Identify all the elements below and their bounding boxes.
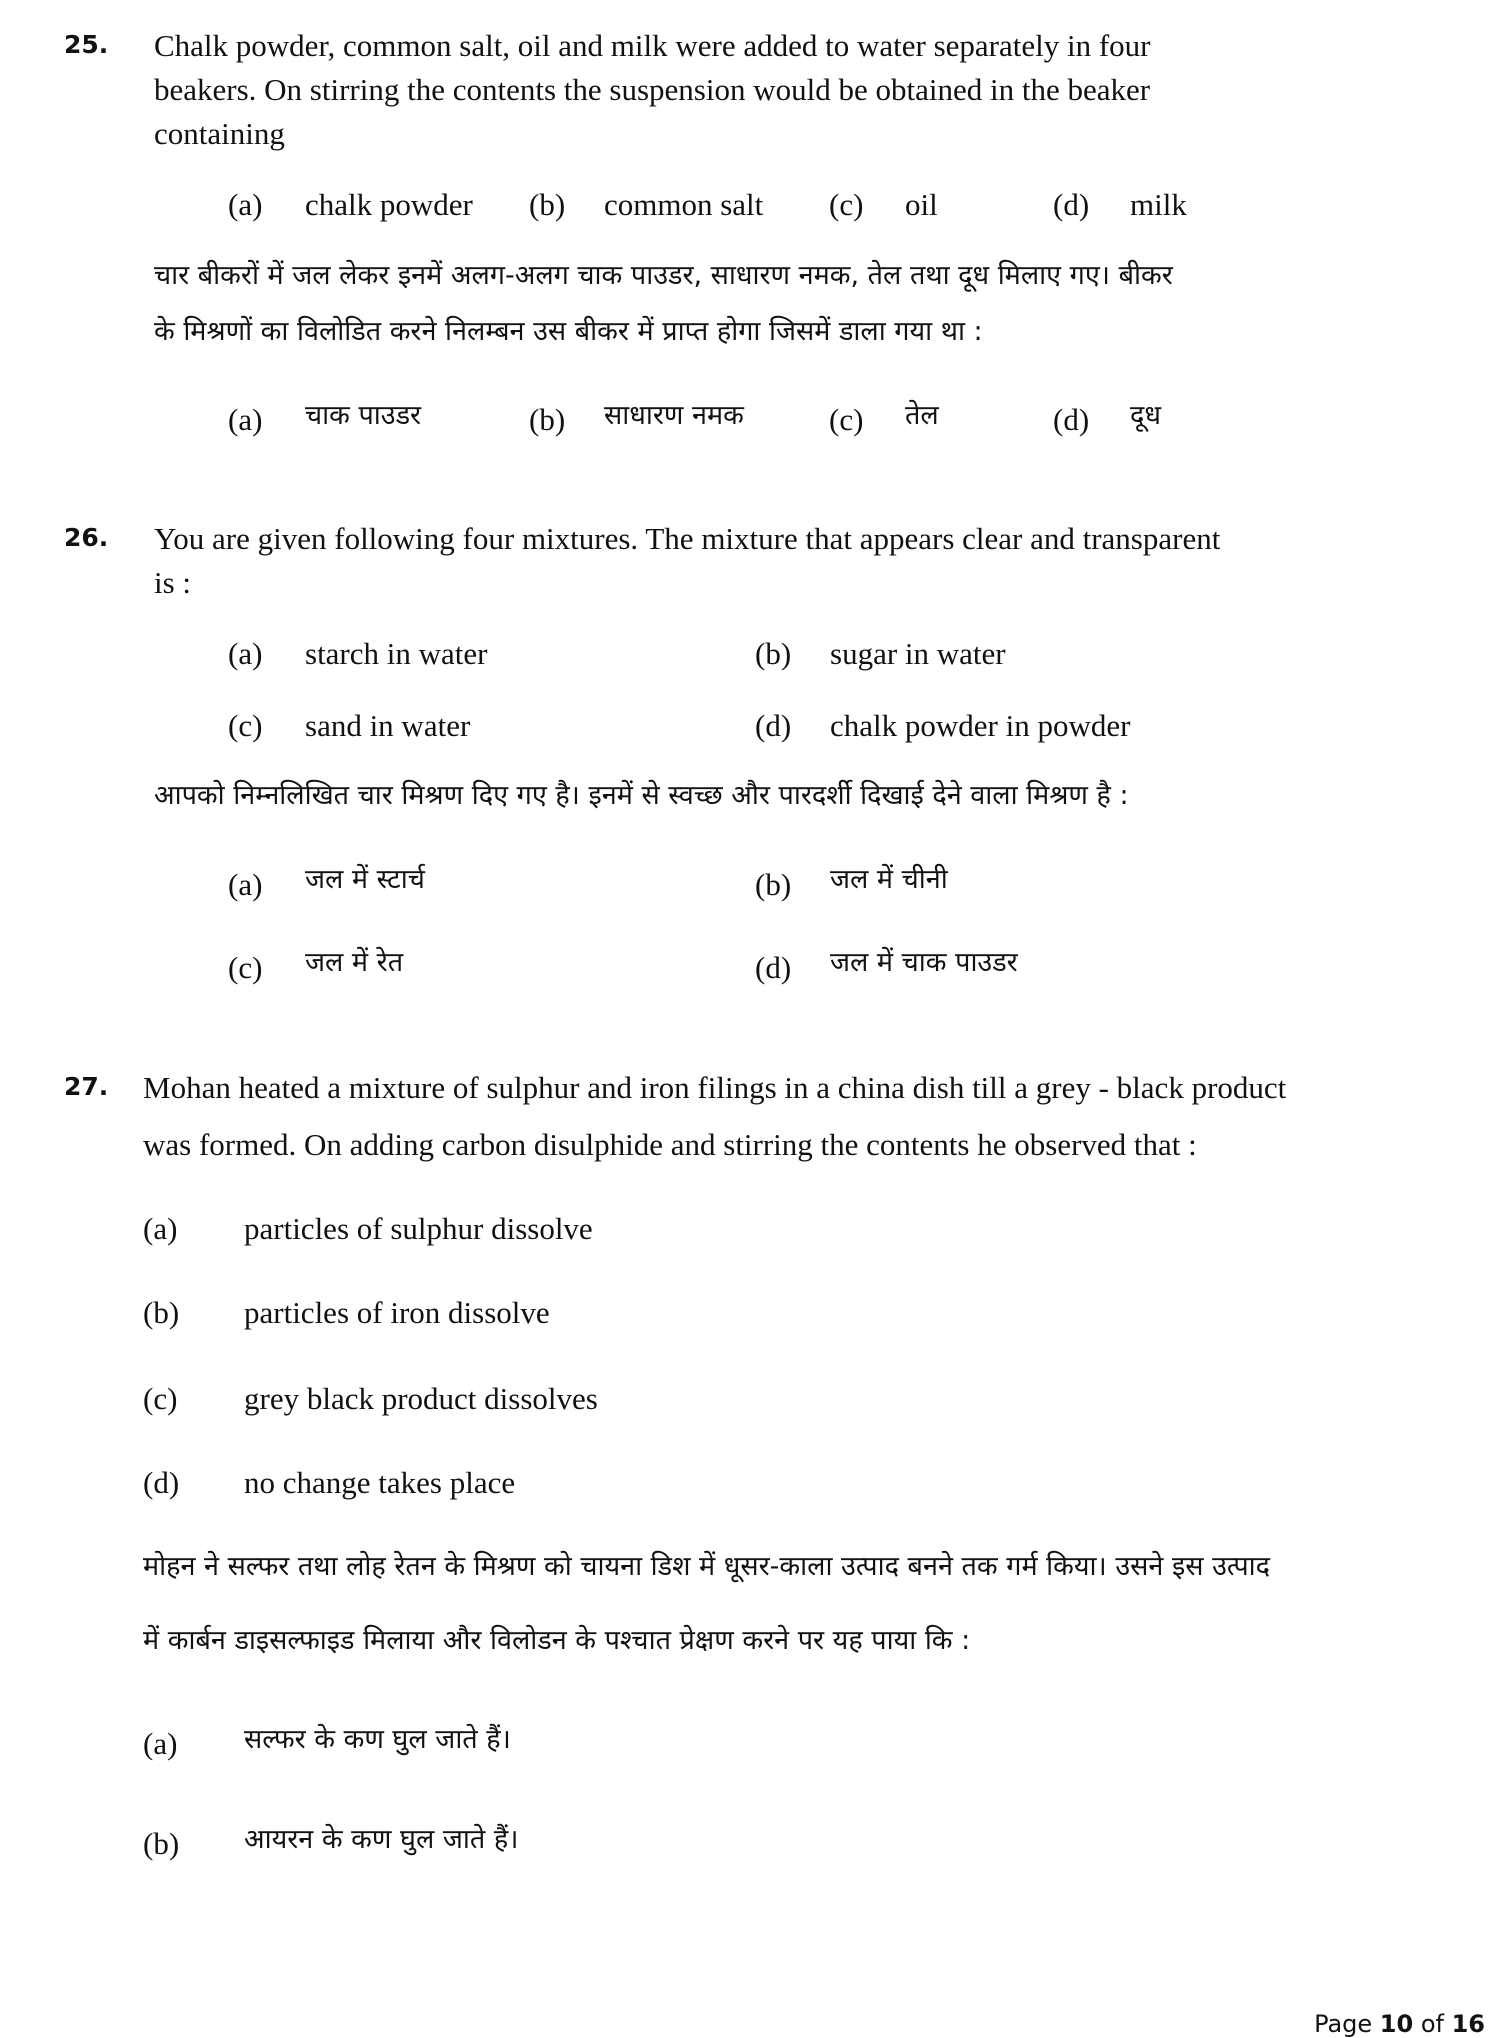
question-text-line: Mohan heated a mixture of sulphur and iron filings in a china dish till a grey - black product xyxy=(143,1070,1287,1105)
option-label: (b) xyxy=(755,867,792,902)
option-text: common salt xyxy=(604,187,764,222)
hindi-text-line: के मिश्रणों का विलोडित करने निलम्बन उस बीकर में प्राप्त होगा जिसमें डाला गया था : xyxy=(154,316,983,347)
option-label: (c) xyxy=(829,187,864,222)
option-text: oil xyxy=(905,187,938,222)
question-text-line: You are given following four mixtures. The mixture that appears clear and transparent xyxy=(154,521,1221,556)
option-label: (b) xyxy=(143,1295,180,1330)
option-label: (d) xyxy=(755,950,792,985)
option-label: (b) xyxy=(143,1826,180,1861)
option-text: सल्फर के कण घुल जाते हैं। xyxy=(244,1724,511,1755)
hindi-text-line: आपको निम्नलिखित चार मिश्रण दिए गए है। इनमें से स्वच्छ और पारदर्शी दिखाई देने वाला मिश्रण है : xyxy=(154,780,1129,811)
option-label: (d) xyxy=(1053,402,1090,437)
hindi-text-line: मोहन ने सल्फर तथा लोह रेतन के मिश्रण को चायना डिश में धूसर-काला उत्पाद बनने तक गर्म किया। उसने इस उत्पाद xyxy=(143,1551,1271,1582)
question-number: 25. xyxy=(64,30,109,59)
option-label: (d) xyxy=(143,1465,180,1500)
option-text: grey black product dissolves xyxy=(244,1381,598,1416)
page-prefix: Page xyxy=(1314,2010,1380,2038)
option-text: sand in water xyxy=(305,708,471,743)
option-text: दूध xyxy=(1130,400,1161,431)
question-number: 26. xyxy=(64,523,109,552)
page-total: 16 xyxy=(1451,2010,1485,2038)
option-label: (c) xyxy=(228,708,263,743)
option-label: (a) xyxy=(228,187,263,222)
option-label: (a) xyxy=(228,867,263,902)
option-label: (a) xyxy=(228,636,263,671)
page-current: 10 xyxy=(1379,2010,1414,2038)
option-label: (c) xyxy=(143,1381,178,1416)
hindi-text-line: में कार्बन डाइसल्फाइड मिलाया और विलोडन के पश्चात प्रेक्षण करने पर यह पाया कि : xyxy=(143,1625,971,1656)
option-label: (b) xyxy=(529,402,566,437)
option-label: (d) xyxy=(755,708,792,743)
option-text: particles of iron dissolve xyxy=(244,1295,550,1330)
option-text: no change takes place xyxy=(244,1465,516,1500)
question-text-line: is : xyxy=(154,565,192,600)
question-text-line: containing xyxy=(154,116,285,151)
question-number: 27. xyxy=(64,1072,109,1101)
option-text: जल में स्टार्च xyxy=(305,864,425,895)
question-text-line: Chalk powder, common salt, oil and milk were added to water separately in four xyxy=(154,28,1151,63)
option-text: तेल xyxy=(905,400,939,431)
option-label: (b) xyxy=(529,187,566,222)
option-label: (a) xyxy=(143,1211,178,1246)
option-text: particles of sulphur dissolve xyxy=(244,1211,593,1246)
option-text: साधारण नमक xyxy=(604,400,744,431)
option-text: जल में रेत xyxy=(305,947,404,978)
question-text-line: was formed. On adding carbon disulphide and stirring the contents he observed that : xyxy=(143,1127,1197,1162)
hindi-text-line: चार बीकरों में जल लेकर इनमें अलग-अलग चाक पाउडर, साधारण नमक, तेल तथा दूध मिलाए गए। बीकर xyxy=(154,260,1173,291)
question-text-line: beakers. On stirring the contents the suspension would be obtained in the beaker xyxy=(154,72,1151,107)
option-label: (c) xyxy=(829,402,864,437)
option-label: (a) xyxy=(143,1726,178,1761)
option-text: sugar in water xyxy=(830,636,1006,671)
option-text: जल में चीनी xyxy=(830,864,948,895)
option-label: (c) xyxy=(228,950,263,985)
option-text: milk xyxy=(1130,187,1187,222)
option-text: chalk powder xyxy=(305,187,473,222)
option-label: (d) xyxy=(1053,187,1090,222)
page-middle: of xyxy=(1413,2010,1452,2038)
option-text: chalk powder in powder xyxy=(830,708,1131,743)
option-label: (b) xyxy=(755,636,792,671)
option-label: (a) xyxy=(228,402,263,437)
option-text: आयरन के कण घुल जाते हैं। xyxy=(244,1824,519,1855)
option-text: जल में चाक पाउडर xyxy=(830,947,1018,978)
option-text: चाक पाउडर xyxy=(305,400,422,431)
option-text: starch in water xyxy=(305,636,488,671)
